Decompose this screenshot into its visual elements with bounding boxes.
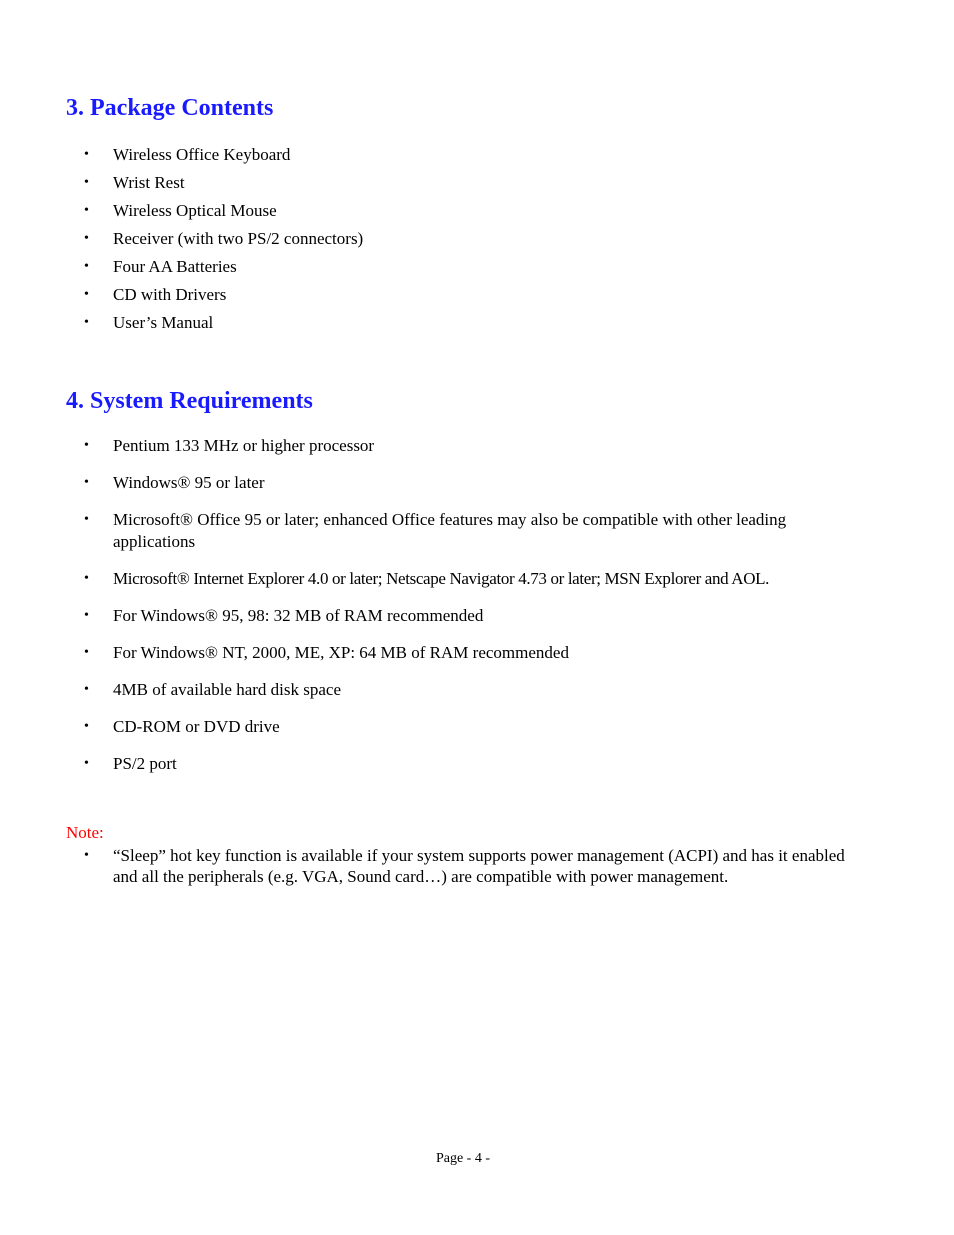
list-item: • Wireless Optical Mouse bbox=[84, 201, 277, 220]
list-item: • Microsoft® Internet Explorer 4.0 or later; Netscape Navigator 4.73 or later; MSN Explorer and AOL. bbox=[84, 569, 770, 588]
list-item: • PS/2 port bbox=[84, 754, 177, 773]
bullet-icon: • bbox=[84, 175, 89, 190]
list-item: • Four AA Batteries bbox=[84, 257, 237, 276]
bullet-icon: • bbox=[84, 475, 89, 490]
list-item: • For Windows® 95, 98: 32 MB of RAM recommended bbox=[84, 606, 484, 625]
bullet-icon: • bbox=[84, 608, 89, 623]
bullet-icon: • bbox=[84, 315, 89, 330]
bullet-icon: • bbox=[84, 203, 89, 218]
bullet-icon: • bbox=[84, 259, 89, 274]
list-item: • Pentium 133 MHz or higher processor bbox=[84, 436, 375, 455]
section-heading-system-requirements: 4. System Requirements bbox=[66, 388, 313, 414]
list-item: • Receiver (with two PS/2 connectors) bbox=[84, 229, 364, 248]
package-contents-list bbox=[0, 144, 954, 334]
list-item: • Windows® 95 or later bbox=[84, 473, 265, 492]
bullet-icon: • bbox=[84, 231, 89, 246]
bullet-icon: • bbox=[84, 147, 89, 162]
bullet-icon: • bbox=[84, 512, 89, 527]
list-item: • CD with Drivers bbox=[84, 285, 227, 304]
bullet-icon: • bbox=[84, 848, 89, 863]
list-item: • Wrist Rest bbox=[84, 173, 185, 192]
list-item: • 4MB of available hard disk space bbox=[84, 680, 342, 699]
system-requirements-list bbox=[0, 435, 954, 775]
bullet-icon: • bbox=[84, 719, 89, 734]
list-item: • CD-ROM or DVD drive bbox=[84, 717, 280, 736]
bullet-icon: • bbox=[84, 645, 89, 660]
list-item: • “Sleep” hot key function is available if your system supports power management (ACPI) and has it enabled and all the peripherals (e.g. VGA, Sound card…) are compatible with power management. bbox=[84, 846, 845, 886]
section-heading-package-contents: 3. Package Contents bbox=[66, 95, 274, 121]
list-item: • Microsoft® Office 95 or later; enhanced Office features may also be compatible with other leading applications bbox=[84, 510, 787, 551]
note-list bbox=[0, 845, 954, 887]
list-item: • User’s Manual bbox=[84, 313, 214, 332]
page-number: Page - 4 - bbox=[435, 1151, 491, 1166]
bullet-icon: • bbox=[84, 682, 89, 697]
bullet-icon: • bbox=[84, 438, 89, 453]
bullet-icon: • bbox=[84, 571, 89, 586]
bullet-icon: • bbox=[84, 756, 89, 771]
note-label: Note: bbox=[66, 823, 104, 842]
bullet-icon: • bbox=[84, 287, 89, 302]
list-item: • Wireless Office Keyboard bbox=[84, 145, 291, 164]
list-item: • For Windows® NT, 2000, ME, XP: 64 MB of RAM recommended bbox=[84, 643, 569, 662]
